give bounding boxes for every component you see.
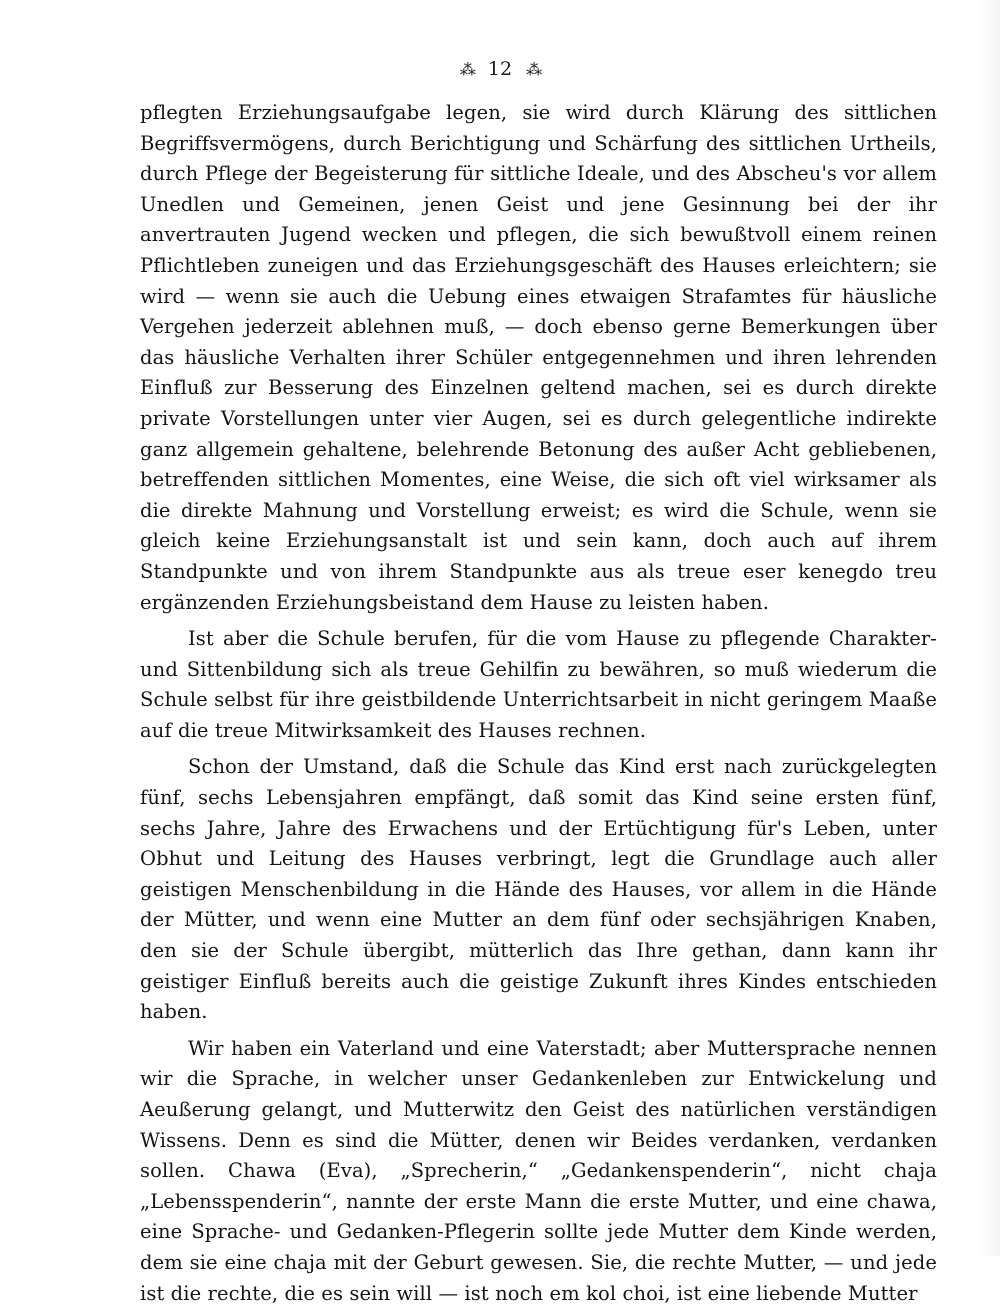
page-header (0, 58, 1000, 80)
paragraph: Schon der Umstand, daß die Schule das Kind erst nach zurückgelegten fünf, sechs Lebensjahren empfängt, daß somit das Kind seine ersten fünf, sechs Jahre, Jahre des Erwachens und der Ertüchtigung für's Leben, unter Obhut und Leitung des Hauses verbringt, legt die Grundlage auch aller geistigen Menschenbildung in die Hände des Hauses, vor allem in die Hände der Mütter, und wenn eine Mutter an dem fünf oder sechsjährigen Knaben, den sie der Schule übergibt, mütterlich das Ihre gethan, dann kann ihr geistiger Einfluß bereits auch die geistige Zukunft ihres Kindes entschieden haben. (140, 755, 937, 1024)
page-edge-shadow (980, 0, 1000, 1256)
paragraph: pflegten Erziehungsaufgabe legen, sie wird durch Klärung des sittlichen Begriffsvermögens, durch Berichtigung und Schärfung des sittlichen Urtheils, durch Pflege der Begeisterung für sittliche Ideale, und des Abscheu's vor allem Unedlen und Gemeinen, jenen Geist und jene Gesinnung bei der ihr anvertrauten Jugend wecken und pflegen, die sich bewußtvoll einem reinen Pflichtleben zuneigen und das Erziehungsgeschäft des Hauses erleichtern; sie wird — wenn sie auch die Uebung eines etwaigen Strafamtes für häusliche Vergehen jederzeit ablehnen muß, — doch ebenso gerne Bemerkungen über das häusliche Verhalten ihrer Schüler entgegennehmen und ihren lehrenden Einfluß zur Besserung des Einzelnen geltend machen, sei es durch direkte private Vorstellungen unter vier Augen, sei es durch gelegentliche indirekte ganz allgemein gehaltene, belehrende Betonung des außer Acht gebliebenen, betreffenden sittlichen Momentes, eine Weise, die sich oft viel wirksamer als die direkte Mahnung und Vorstellung erweist; es wird die Schule, wenn sie gleich keine Erziehungsanstalt ist und sein kann, doch auch auf ihrem Standpunkte und von ihrem Standpunkte aus als treue eser kenegdo treu ergänzenden Erziehungsbeistand dem Hause zu leisten haben. (140, 101, 937, 614)
page-number: 12 (487, 58, 513, 80)
ornament-left-icon: ⁂ (459, 59, 474, 79)
body-text (140, 98, 937, 1315)
paragraph: Ist aber die Schule berufen, für die vom Hause zu pflegende Charakter- und Sittenbildung sich als treue Gehilfin zu bewähren, so muß wiederum die Schule selbst für ihre geistbildende Unterrichtsarbeit in nicht geringem Maaße auf die treue Mitwirksamkeit des Hauses rechnen. (140, 627, 937, 742)
paragraph: Wir haben ein Vaterland und eine Vaterstadt; aber Muttersprache nennen wir die Sprache, in welcher unser Gedankenleben zur Entwickelung und Aeußerung gelangt, und Mutterwitz den Geist des natürlichen verständigen Wissens. Denn es sind die Mütter, denen wir Beides verdanken, verdanken sollen. Chawa (Eva), „Sprecherin,“ „Gedankenspenderin“, nicht chaja „Lebensspenderin“, nannte der erste Mann die erste Mutter, und eine chawa, eine Sprache- und Gedanken-Pflegerin sollte jede Mutter dem Kinde werden, dem sie eine chaja mit der Geburt gewesen. Sie, die rechte Mutter, — und jede ist die rechte, die es sein will — ist noch em kol choi, ist eine liebende Mutter (140, 1036, 937, 1305)
ornament-right-icon: ⁂ (526, 59, 541, 79)
